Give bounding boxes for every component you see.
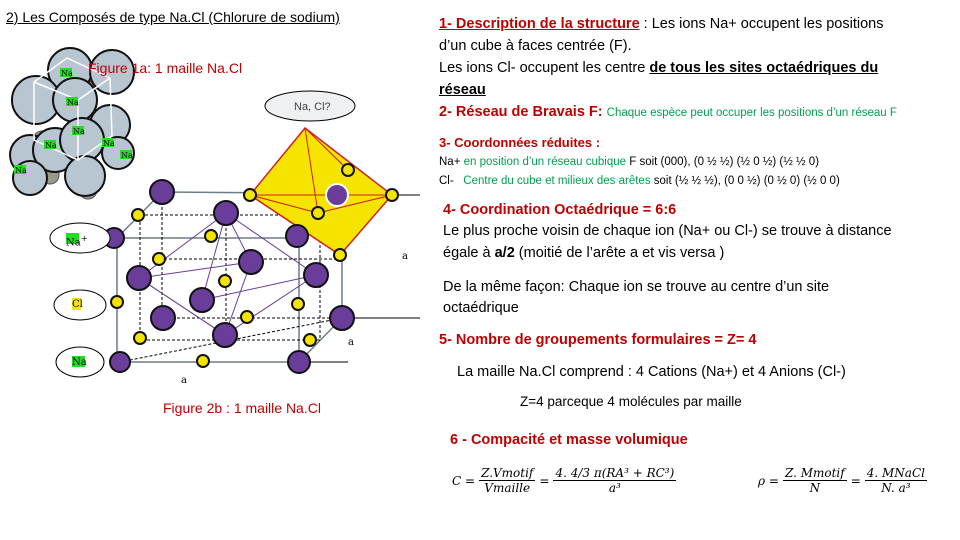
legend-na: Na bbox=[72, 357, 87, 368]
formula-lhs: ρ = bbox=[758, 473, 779, 488]
na-label: Na bbox=[61, 69, 73, 78]
half-edge: a/2 bbox=[494, 245, 515, 261]
section-1-heading: 1- Description de la structure bbox=[439, 16, 640, 32]
density-formula bbox=[758, 466, 927, 495]
formula-denominator: a³ bbox=[608, 481, 621, 495]
cl-label: Cl- bbox=[439, 175, 464, 187]
section-4-heading: 4- Coordination Octaédrique = 6:6 bbox=[443, 202, 677, 218]
na-coordinates: F soit (000), (0 ½ ½) (½ 0 ½) (½ ½ 0) bbox=[629, 156, 820, 168]
section-4-text: (moitié de l’arête a et vis versa ) bbox=[514, 245, 725, 261]
section-1-text: : Les ions Na+ occupent les positions bbox=[639, 16, 884, 32]
svg-text:Na: Na bbox=[121, 151, 133, 160]
section-1-emphasis: de tous les sites octaédriques du bbox=[649, 60, 879, 76]
legend-cl: Cl bbox=[72, 299, 83, 310]
section-3-na bbox=[439, 153, 819, 171]
edge-label-a: a bbox=[348, 337, 354, 348]
formula-lhs: C = bbox=[452, 473, 476, 488]
svg-text:Na: Na bbox=[67, 98, 79, 107]
section-6-heading: 6 - Compacité et masse volumique bbox=[450, 432, 688, 448]
section-5-line1: La maille Na.Cl comprend : 4 Cations (Na+) et 4 Anions (Cl-) bbox=[457, 364, 846, 380]
formula-denominator: N bbox=[809, 481, 821, 495]
svg-text:Na: Na bbox=[15, 166, 27, 175]
formula-denominator: N. a³ bbox=[881, 481, 911, 495]
section-1-line3 bbox=[439, 59, 878, 77]
section-4-line3: De la même façon: Chaque ion se trouve au centre d’un site bbox=[443, 279, 830, 295]
section-5-heading: 5- Nombre de groupements formulaires = Z= 4 bbox=[439, 332, 757, 348]
octahedron bbox=[250, 128, 392, 255]
figure-2b-caption: Figure 2b : 1 maille Na.Cl bbox=[163, 400, 321, 416]
legend-na-plus-text: Na bbox=[66, 237, 81, 249]
edge-label-a: a bbox=[181, 375, 187, 386]
formula-denominator: Vmaille bbox=[484, 481, 531, 495]
svg-text:Na: Na bbox=[45, 141, 57, 150]
formula-numerator: 4. MNaCl bbox=[866, 466, 925, 480]
section-3-cl bbox=[439, 172, 840, 190]
svg-text:Na: Na bbox=[73, 127, 85, 136]
section-1-line4: réseau bbox=[439, 82, 486, 98]
section-4-line1: Le plus proche voisin de chaque ion (Na+ ou Cl-) se trouve à distance bbox=[443, 223, 892, 239]
section-2 bbox=[439, 103, 897, 122]
section-3-heading: 3- Coordonnées réduites : bbox=[439, 135, 601, 150]
cl-description: Centre du cube et milieux des arêtes bbox=[463, 175, 654, 187]
section-2-text: Chaque espèce peut occuper les positions d’un réseau F bbox=[606, 107, 897, 119]
edge-label-a: a bbox=[402, 251, 408, 262]
plus-sign: + bbox=[80, 233, 88, 243]
formula-numerator: 4. 4/3 π(RA³ + RC³) bbox=[555, 466, 675, 480]
svg-text:Na: Na bbox=[103, 139, 115, 148]
section-1-line3-text: Les ions Cl- occupent les centre bbox=[439, 60, 650, 76]
compactness-formula bbox=[452, 466, 676, 495]
octahedron-bubble: Na, Cl? bbox=[294, 101, 331, 113]
section-4-line4: octaédrique bbox=[443, 300, 519, 316]
na-description: en position d’un réseau cubique bbox=[463, 156, 630, 168]
figure-1a-caption: Figure 1a: 1 maille Na.Cl bbox=[88, 60, 243, 76]
equals: = bbox=[850, 473, 861, 488]
section-1-line1 bbox=[439, 15, 883, 33]
formula-numerator: Z. Mmotif bbox=[784, 466, 845, 480]
section-4-line2 bbox=[443, 244, 724, 262]
section-2-heading: 2- Réseau de Bravais F: bbox=[439, 104, 603, 120]
legend-na-plus bbox=[66, 229, 88, 252]
slide-title: 2) Les Composés de type Na.Cl (Chlorure de sodium) bbox=[6, 9, 340, 25]
section-4-text: égale à bbox=[443, 245, 495, 261]
na-label: Na+ bbox=[439, 156, 464, 168]
section-5-line2: Z=4 parceque 4 molécules par maille bbox=[520, 394, 742, 409]
formula-numerator: Z.Vmotif bbox=[481, 466, 534, 480]
section-1-line2: d’un cube à faces centrée (F). bbox=[439, 38, 632, 54]
equals: = bbox=[539, 473, 550, 488]
cl-coordinates: soit (½ ½ ½), (0 0 ½) (0 ½ 0) (½ 0 0) bbox=[653, 175, 840, 187]
